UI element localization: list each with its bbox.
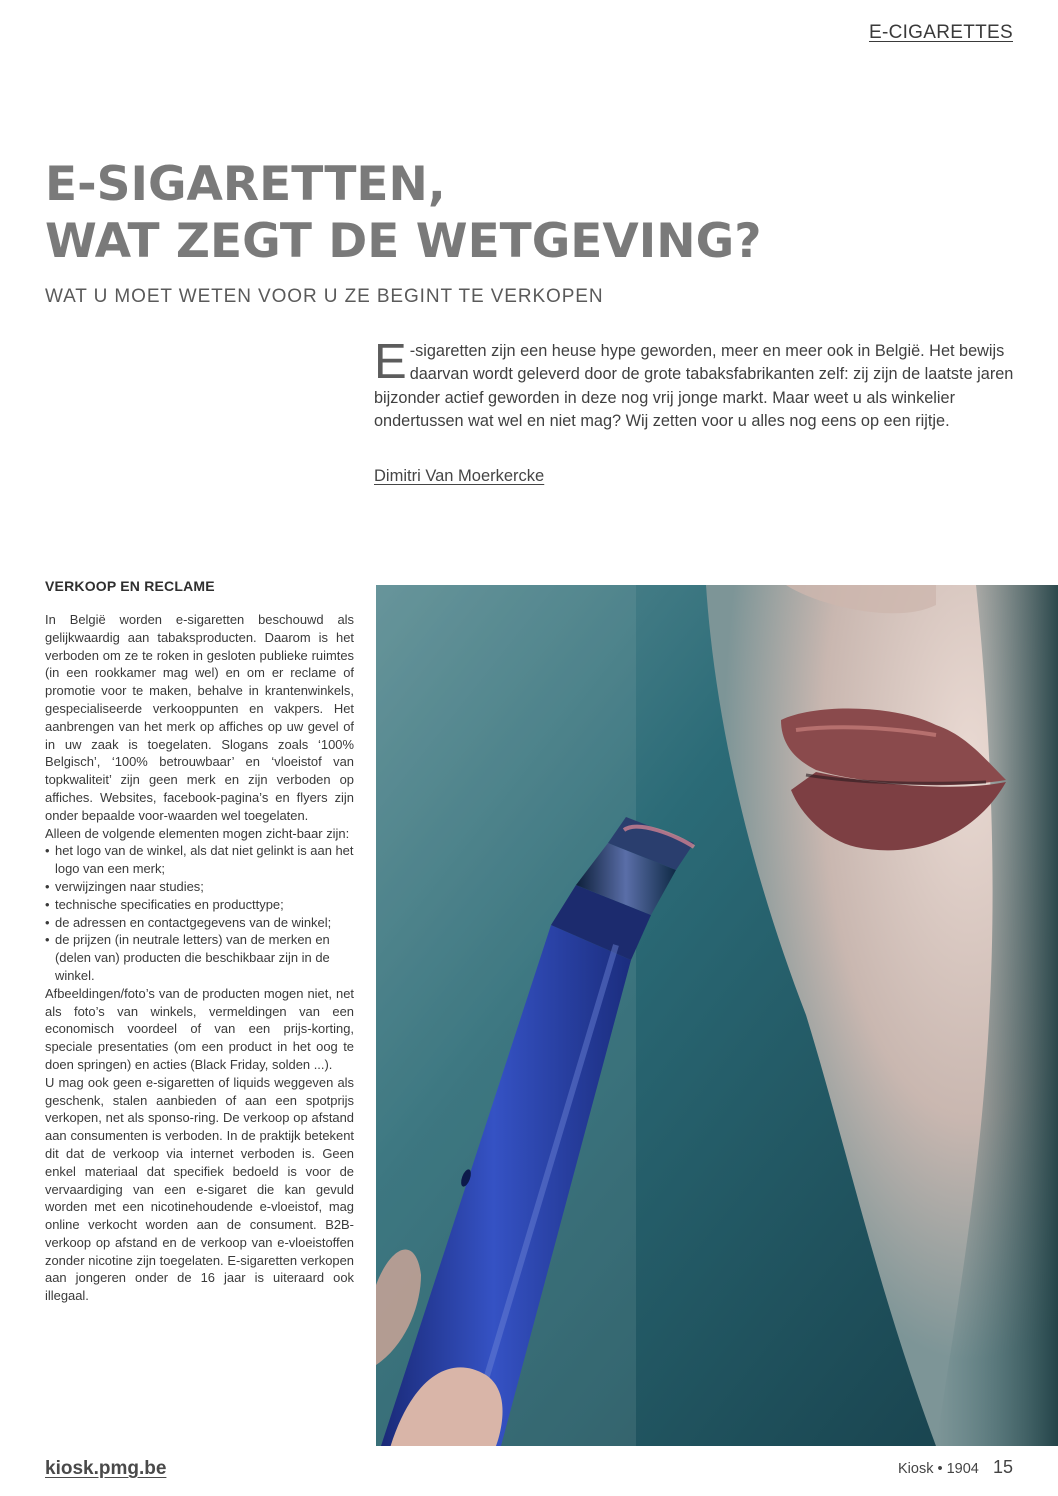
- article-photo: [376, 585, 1058, 1446]
- intro-dropcap: E: [374, 335, 407, 389]
- list-item: • het logo van de winkel, als dat niet gelinkt is aan het logo van een merk;: [45, 842, 354, 878]
- author-byline[interactable]: Dimitri Van Moerkercke: [374, 467, 545, 485]
- body-heading: VERKOOP EN RECLAME: [45, 578, 215, 594]
- list-item: • verwijzingen naar studies;: [45, 878, 354, 896]
- bullet-list: [45, 842, 354, 984]
- body-paragraph-4: U mag ook geen e-sigaretten of liquids weggeven als geschenk, stalen aanbieden of aan een spotprijs verkopen, net als sponso-ring. De verkoop op afstand aan consumenten is verboden. In de praktijk betekent dit dat de verkoop via internet verboden is. Geen enkel materiaal dat specifiek bedoeld is voor de vervaardiging van een e-sigaret die kan gevuld worden met een nicotinehoudende e-vloeistof, mag online verkocht worden aan de consument. B2B-verkoop op afstand en de verkoop van e-vloeistoffen zonder nicotine zijn toegelaten. E-sigaretten verkopen aan jongeren onder de 16 jaar is uiteraard ook illegaal.: [45, 1074, 354, 1304]
- section-tag[interactable]: E-CIGARETTES: [868, 22, 1013, 43]
- intro-text: -sigaretten zijn een heuse hype geworden, meer en meer ook in België. Het bewijs daarvan wordt geleverd door de grote tabaksfabrikanten zelf: zij zijn de laatste jaren bijzonder actief geworden in deze nog vrij jonge markt. Maar weet u als winkelier ondertussen wat wel en niet mag? Wij zetten voor u alles nog eens op een rijtje.: [374, 342, 1014, 431]
- title-line-1: E-SIGARETTEN,: [45, 157, 446, 212]
- body-paragraph-2: Alleen de volgende elementen mogen zicht-baar zijn:: [45, 825, 350, 841]
- footer-url-link[interactable]: kiosk.pmg.be: [45, 1458, 167, 1479]
- page-number: 15: [993, 1457, 1014, 1477]
- body-column: [45, 578, 354, 1305]
- vaping-photo-illustration: [376, 585, 1058, 1446]
- article-title: [45, 156, 945, 270]
- list-item: • de adressen en contactgegevens van de winkel;: [45, 914, 354, 932]
- article-intro: [374, 335, 1014, 434]
- body-paragraph-1: In België worden e-sigaretten beschouwd als gelijkwaardig aan tabaksproducten. Daarom is het verboden om ze te roken in gesloten publieke ruimtes (in een rookkamer mag wel) en om er reclame of promotie voor te maken, behalve in krantenwinkels, gespecialiseerde verkooppunten en vakpers. Het aanbrengen van het merk op affiches op uw gevel of in uw zaak is toegelaten. Slogans zoals ‘100% Belgisch’, ‘100% betrouwbaar’ en ‘vloeistof van topkwaliteit’ zijn geen merk en zijn verboden op affiches. Websites, facebook-pagina’s en flyers zijn onder bepaalde voor-waarden wel toegelaten.: [45, 612, 354, 823]
- title-line-2: WAT ZEGT DE WETGEVING?: [45, 214, 762, 269]
- list-item: • technische specificaties en producttype;: [45, 896, 354, 914]
- body-paragraph-3: Afbeeldingen/foto’s van de producten mogen niet, net als foto’s van winkels, vermeldingen van een economisch voordeel of van een prijs-korting, speciale presentaties (om een product in het oog te doen springen) en acties (Black Friday, solden ...).: [45, 985, 354, 1072]
- footer-magazine: Kiosk • 1904: [898, 1461, 979, 1477]
- article-subtitle: WAT U MOET WETEN VOOR U ZE BEGINT TE VERKOPEN: [45, 286, 604, 307]
- list-item: • de prijzen (in neutrale letters) van de merken en (delen van) producten die beschikbaar zijn in de winkel.: [45, 931, 354, 984]
